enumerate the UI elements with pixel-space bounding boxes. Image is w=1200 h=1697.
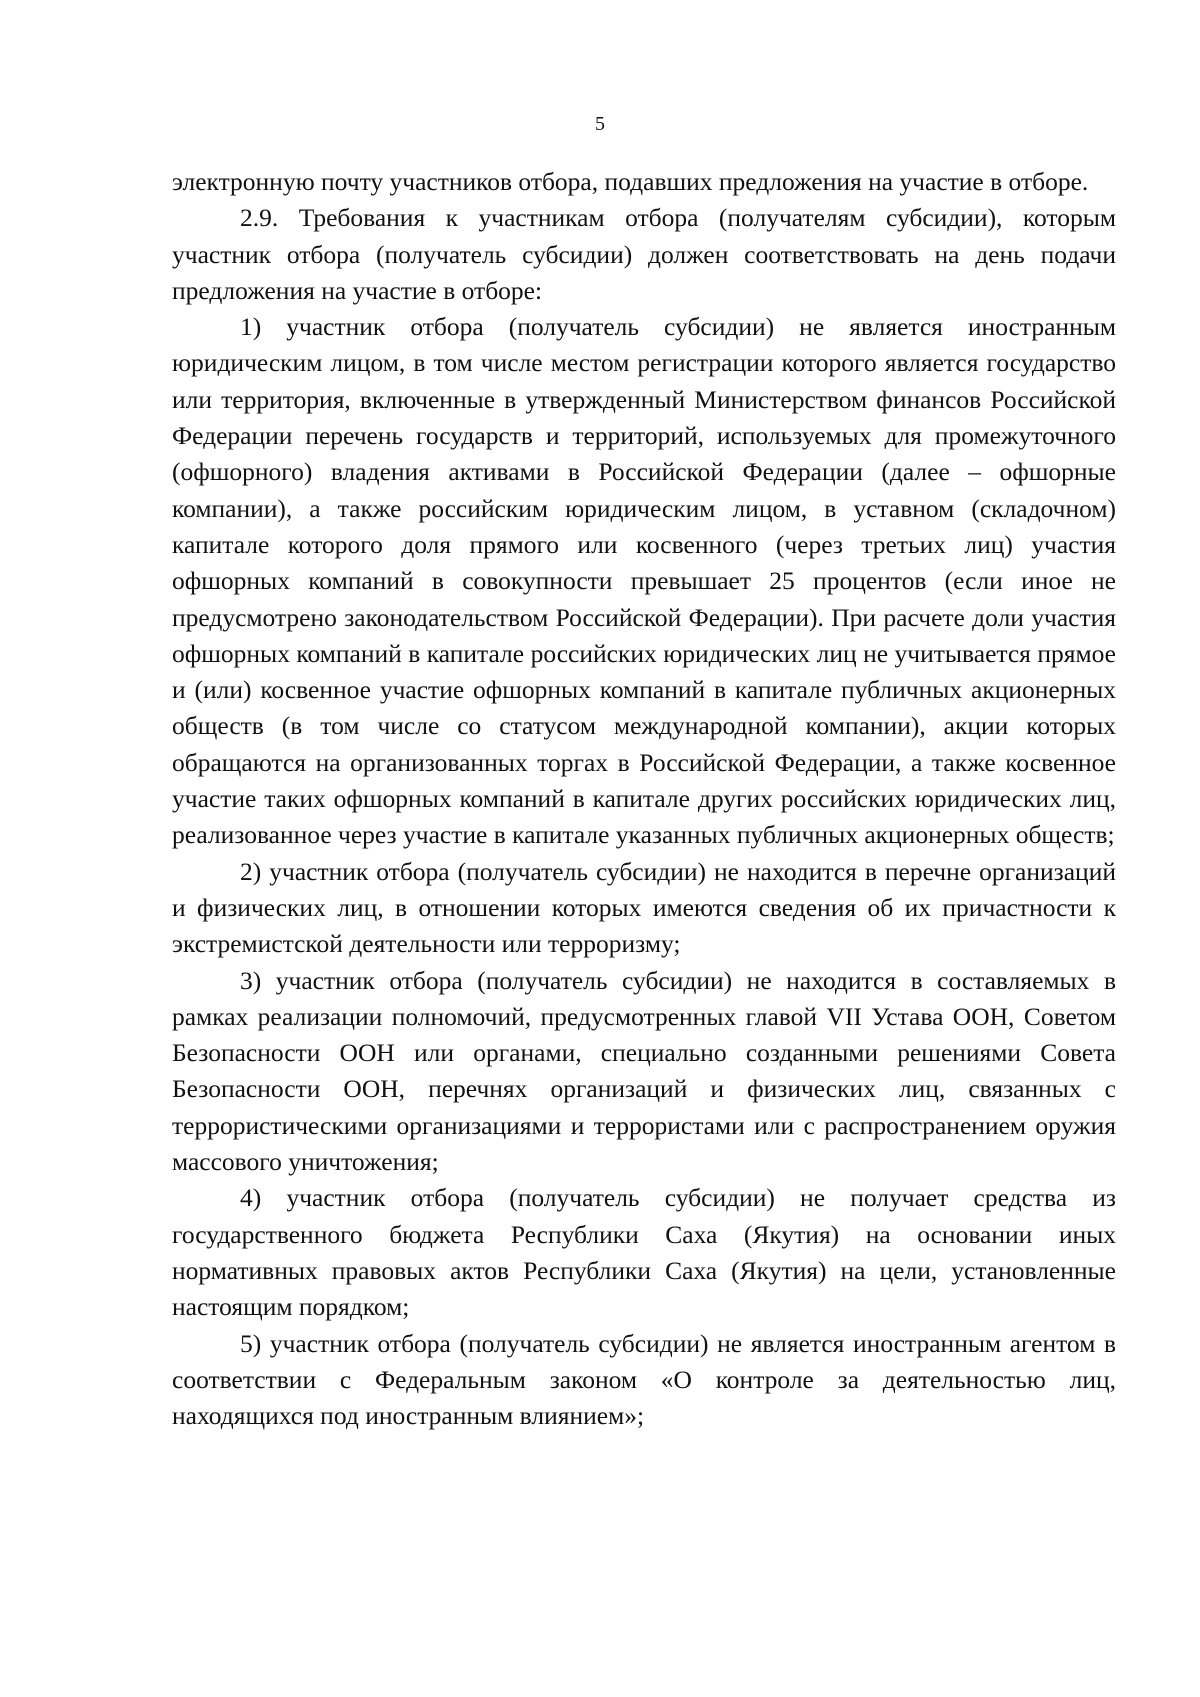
paragraph-item-3: 3) участник отбора (получатель субсидии) не находится в составляемых в рамках реализации полномочий, предусмотренных главой VII Устава ООН, Советом Безопасности ООН или органами, специально созданными решениями Совета Безопасности ООН, перечнях организаций и физических лиц, связанных с террористическими организациями и террористами или с распространением оружия массового уничтожения;: [172, 965, 1116, 1177]
paragraph-section-2-9: 2.9. Требования к участникам отбора (получателям субсидии), которым участник отбора (получатель субсидии) должен соответствовать на день подачи предложения на участие в отборе:: [172, 203, 1116, 305]
paragraph-item-5: 5) участник отбора (получатель субсидии) не является иностранным агентом в соответствии с Федеральным законом «О контроле за деятельностью лиц, находящихся под иностранным влиянием»;: [172, 1328, 1116, 1431]
paragraph-item-1: 1) участник отбора (получатель субсидии) не является иностранным юридическим лицом, в том числе местом регистрации которого является государство или территория, включенные в утвержденный Министерством финансов Российской Федерации перечень государств и территорий, используемых для промежуточного (офшорного) владения активами в Российской Федерации (далее – офшорные компании), а также российским юридическим лицом, в уставном (складочном) капитале которого доля прямого или косвенного (через третьих лиц) участия офшорных компаний в совокупности превышает 25 процентов (если иное не предусмотрено законодательством Российской Федерации). При расчете доли участия офшорных компаний в капитале российских юридических лиц не учитывается прямое и (или) косвенное участие офшорных компаний в капитале публичных акционерных обществ (в том числе со статусом международной компании), акции которых обращаются на организованных торгах в Российской Федерации, а также косвенное участие таких офшорных компаний в капитале других российских юридических лиц, реализованное через участие в капитале указанных публичных акционерных обществ;: [172, 312, 1116, 850]
page-number: 5: [595, 113, 605, 135]
document-body: [172, 164, 1116, 1434]
paragraph-continuation: электронную почту участников отбора, подавших предложения на участие в отборе.: [172, 167, 1089, 196]
paragraph-item-2: 2) участник отбора (получатель субсидии) не находится в перечне организаций и физических лиц, в отношении которых имеются сведения об их причастности к экстремистской деятельности или терроризму;: [172, 856, 1116, 959]
paragraph-item-4: 4) участник отбора (получатель субсидии) не получает средства из государственного бюджета Республики Саха (Якутия) на основании иных нормативных правовых актов Республики Саха (Якутия) на цели, установленные настоящим порядком;: [172, 1183, 1116, 1322]
